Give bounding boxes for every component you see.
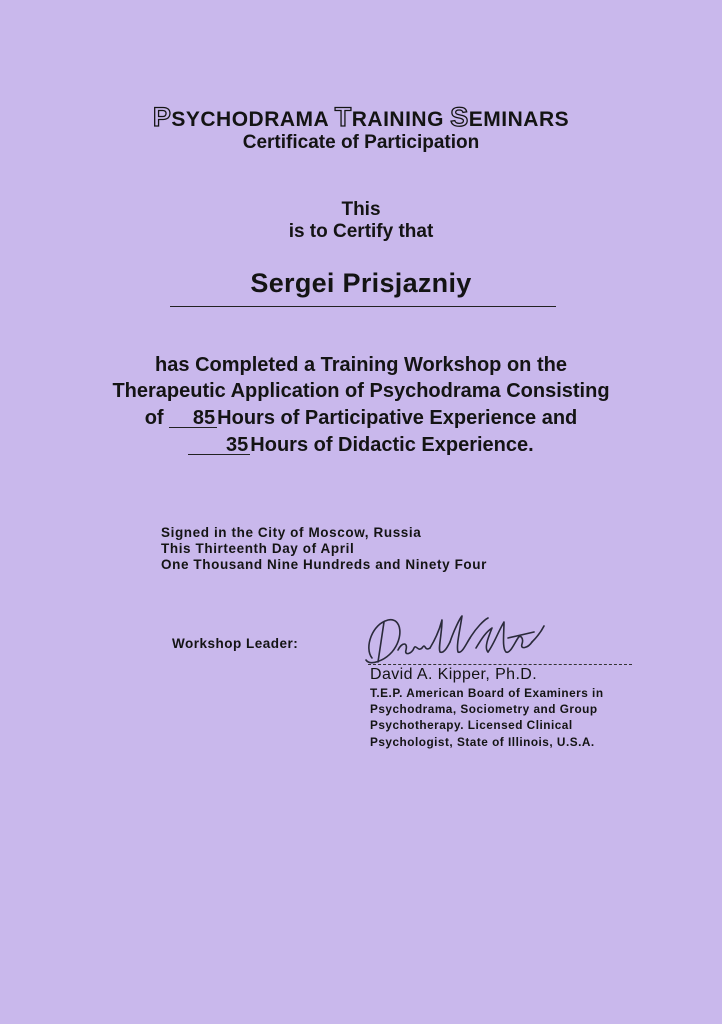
intro-line-1: This bbox=[341, 199, 381, 220]
recipient-name: Sergei Prisjazniy bbox=[250, 268, 472, 298]
didactic-hours: 35 bbox=[226, 434, 249, 456]
body-line-3-prefix: of bbox=[144, 407, 170, 429]
certificate-subtitle: Certificate of Participation bbox=[242, 132, 480, 153]
intro-line-2: is to Certify that bbox=[288, 221, 434, 242]
leader-credentials-line: T.E.P. American Board of Examiners in bbox=[370, 686, 604, 700]
title-initial: P bbox=[152, 102, 172, 132]
leader-name: David A. Kipper, Ph.D. bbox=[370, 666, 538, 683]
leader-credentials-line: Psychologist, State of Illinois, U.S.A. bbox=[370, 735, 595, 749]
title-word: RAINING bbox=[351, 108, 444, 131]
title-word: SYCHODRAMA bbox=[171, 108, 329, 131]
signed-place: Signed in the City of Moscow, Russia bbox=[161, 525, 422, 540]
signed-year: One Thousand Nine Hundreds and Ninety Four bbox=[161, 557, 487, 572]
body-line-2: Therapeutic Application of Psychodrama Consisting bbox=[112, 380, 610, 402]
handwritten-signature bbox=[358, 608, 558, 672]
leader-credentials-line: Psychotherapy. Licensed Clinical bbox=[370, 718, 573, 732]
body-line-4 bbox=[0, 434, 722, 457]
participative-hours: 85 bbox=[192, 407, 216, 429]
leader-credentials-line: Psychodrama, Sociometry and Group bbox=[370, 702, 598, 716]
title-initial: T bbox=[334, 102, 352, 132]
body-line-1: has Completed a Training Workshop on the bbox=[155, 354, 567, 376]
body-line-4-suffix: Hours of Didactic Experience. bbox=[250, 434, 534, 456]
participative-hours-blank bbox=[169, 408, 217, 428]
body-line-3 bbox=[0, 407, 722, 430]
didactic-hours-blank bbox=[188, 435, 250, 455]
signature-line bbox=[368, 664, 632, 665]
title-word: EMINARS bbox=[468, 108, 570, 131]
workshop-leader-label: Workshop Leader: bbox=[172, 636, 299, 651]
certificate-title bbox=[0, 102, 722, 133]
signed-day: This Thirteenth Day of April bbox=[161, 541, 355, 556]
body-line-3-suffix: Hours of Participative Experience and bbox=[217, 407, 578, 429]
title-initial: S bbox=[450, 102, 469, 132]
recipient-underline bbox=[170, 306, 556, 307]
